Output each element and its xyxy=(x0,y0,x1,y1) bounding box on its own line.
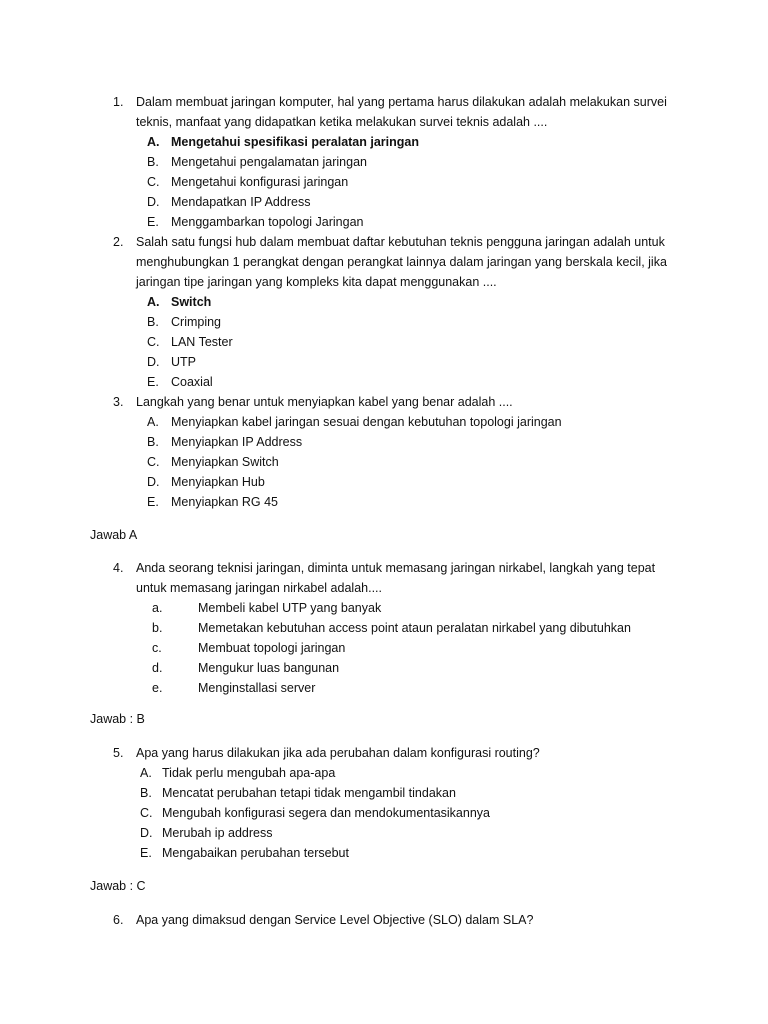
option-label: b. xyxy=(152,621,163,635)
question-number: 5. xyxy=(113,746,124,760)
option-text: Mengubah konfigurasi segera dan mendokumentasikannya xyxy=(162,806,490,820)
option-c xyxy=(0,803,768,823)
option-text: Menyiapkan RG 45 xyxy=(171,495,279,509)
option-d xyxy=(0,472,768,492)
option-text: LAN Tester xyxy=(171,335,233,349)
option-label: B. xyxy=(147,435,159,449)
option-e xyxy=(0,212,768,232)
option-text: UTP xyxy=(171,355,196,369)
option-text: Merubah ip address xyxy=(162,826,273,840)
option-label: a. xyxy=(152,601,163,615)
question-text: Anda seorang teknisi jaringan, diminta untuk memasang jaringan nirkabel, langkah yang tepat xyxy=(136,561,656,575)
question-line xyxy=(0,578,768,598)
option-a xyxy=(0,763,768,783)
option-text: Memetakan kebutuhan access point ataun peralatan nirkabel yang dibutuhkan xyxy=(198,621,631,635)
question-5 xyxy=(0,743,768,863)
option-text: Crimping xyxy=(171,315,222,329)
question-number: 6. xyxy=(113,913,124,927)
question-line xyxy=(0,272,768,292)
option-label: B. xyxy=(140,786,152,800)
option-text: Menyiapkan Hub xyxy=(171,475,265,489)
option-a xyxy=(0,598,768,618)
question-text: menghubungkan 1 perangkat dengan perangkat lainnya dalam jaringan yang berskala kecil, jika xyxy=(136,255,667,269)
option-d xyxy=(0,823,768,843)
option-text: Mengetahui spesifikasi peralatan jaringan xyxy=(171,135,419,149)
option-text: Membeli kabel UTP yang banyak xyxy=(198,601,382,615)
option-e xyxy=(0,492,768,512)
question-text: Langkah yang benar untuk menyiapkan kabel yang benar adalah .... xyxy=(136,395,513,409)
question-text: Apa yang harus dilakukan jika ada perubahan dalam konfigurasi routing? xyxy=(136,746,540,760)
option-b xyxy=(0,152,768,172)
question-text: Apa yang dimaksud dengan Service Level Objective (SLO) dalam SLA? xyxy=(136,913,534,927)
option-text: Tidak perlu mengubah apa-apa xyxy=(162,766,336,780)
option-label: E. xyxy=(147,495,159,509)
question-line xyxy=(0,92,768,112)
option-text: Menggambarkan topologi Jaringan xyxy=(171,215,364,229)
option-label: E. xyxy=(147,215,159,229)
option-d xyxy=(0,192,768,212)
question-line xyxy=(0,232,768,252)
option-label: C. xyxy=(140,806,153,820)
option-c xyxy=(0,452,768,472)
question-number: 2. xyxy=(113,235,124,249)
option-c xyxy=(0,638,768,658)
option-label: D. xyxy=(147,355,160,369)
option-text: Menyiapkan IP Address xyxy=(171,435,303,449)
option-text: Coaxial xyxy=(171,375,213,389)
question-text: Dalam membuat jaringan komputer, hal yang pertama harus dilakukan adalah melakukan survei xyxy=(136,95,667,109)
option-a xyxy=(0,412,768,432)
option-label: c. xyxy=(152,641,162,655)
option-c xyxy=(0,172,768,192)
option-label: B. xyxy=(147,315,159,329)
question-2 xyxy=(0,232,768,392)
question-number: 3. xyxy=(113,395,124,409)
question-line xyxy=(0,743,768,763)
option-e xyxy=(0,678,768,698)
option-b xyxy=(0,618,768,638)
question-line xyxy=(0,252,768,272)
option-label: A. xyxy=(147,135,160,149)
option-c xyxy=(0,332,768,352)
option-label: C. xyxy=(147,175,160,189)
option-label: C. xyxy=(147,455,160,469)
question-3 xyxy=(0,392,768,512)
question-text: jaringan tipe jaringan yang kompleks kita dapat menggunakan .... xyxy=(136,275,497,289)
option-b xyxy=(0,432,768,452)
answer-key: Jawab : C xyxy=(90,879,146,893)
question-number: 4. xyxy=(113,561,124,575)
option-text: Switch xyxy=(171,295,212,309)
question-text: untuk memasang jaringan nirkabel adalah.... xyxy=(136,581,382,595)
option-text: Menyiapkan Switch xyxy=(171,455,279,469)
question-4 xyxy=(0,558,768,698)
option-text: Menyiapkan kabel jaringan sesuai dengan kebutuhan topologi jaringan xyxy=(171,415,562,429)
option-text: Membuat topologi jaringan xyxy=(198,641,346,655)
question-line xyxy=(0,910,768,930)
option-label: d. xyxy=(152,661,163,675)
option-d xyxy=(0,352,768,372)
question-6 xyxy=(0,910,768,930)
question-text: teknis, manfaat yang didapatkan ketika melakukan survei teknis adalah .... xyxy=(136,115,548,129)
option-text: Mengukur luas bangunan xyxy=(198,661,340,675)
option-e xyxy=(0,372,768,392)
option-label: D. xyxy=(147,195,160,209)
option-text: Mengetahui pengalamatan jaringan xyxy=(171,155,367,169)
option-e xyxy=(0,843,768,863)
option-d xyxy=(0,658,768,678)
option-text: Menginstallasi server xyxy=(198,681,316,695)
question-line xyxy=(0,112,768,132)
option-label: E. xyxy=(140,846,152,860)
option-a xyxy=(0,292,768,312)
option-b xyxy=(0,783,768,803)
option-label: e. xyxy=(152,681,163,695)
answer-key: Jawab A xyxy=(90,528,138,542)
question-text: Salah satu fungsi hub dalam membuat daftar kebutuhan teknis pengguna jaringan adalah untuk xyxy=(136,235,665,249)
option-label: D. xyxy=(140,826,153,840)
option-text: Mengabaikan perubahan tersebut xyxy=(162,846,349,860)
option-label: A. xyxy=(147,295,160,309)
option-label: A. xyxy=(140,766,152,780)
option-text: Mengetahui konfigurasi jaringan xyxy=(171,175,349,189)
option-a xyxy=(0,132,768,152)
option-label: B. xyxy=(147,155,159,169)
option-b xyxy=(0,312,768,332)
question-number: 1. xyxy=(113,95,124,109)
option-label: E. xyxy=(147,375,159,389)
option-text: Mendapatkan IP Address xyxy=(171,195,311,209)
option-label: A. xyxy=(147,415,159,429)
question-line xyxy=(0,558,768,578)
option-label: D. xyxy=(147,475,160,489)
question-1 xyxy=(0,92,768,232)
answer-key: Jawab : B xyxy=(90,712,145,726)
option-label: C. xyxy=(147,335,160,349)
option-text: Mencatat perubahan tetapi tidak mengambil tindakan xyxy=(162,786,456,800)
question-line xyxy=(0,392,768,412)
